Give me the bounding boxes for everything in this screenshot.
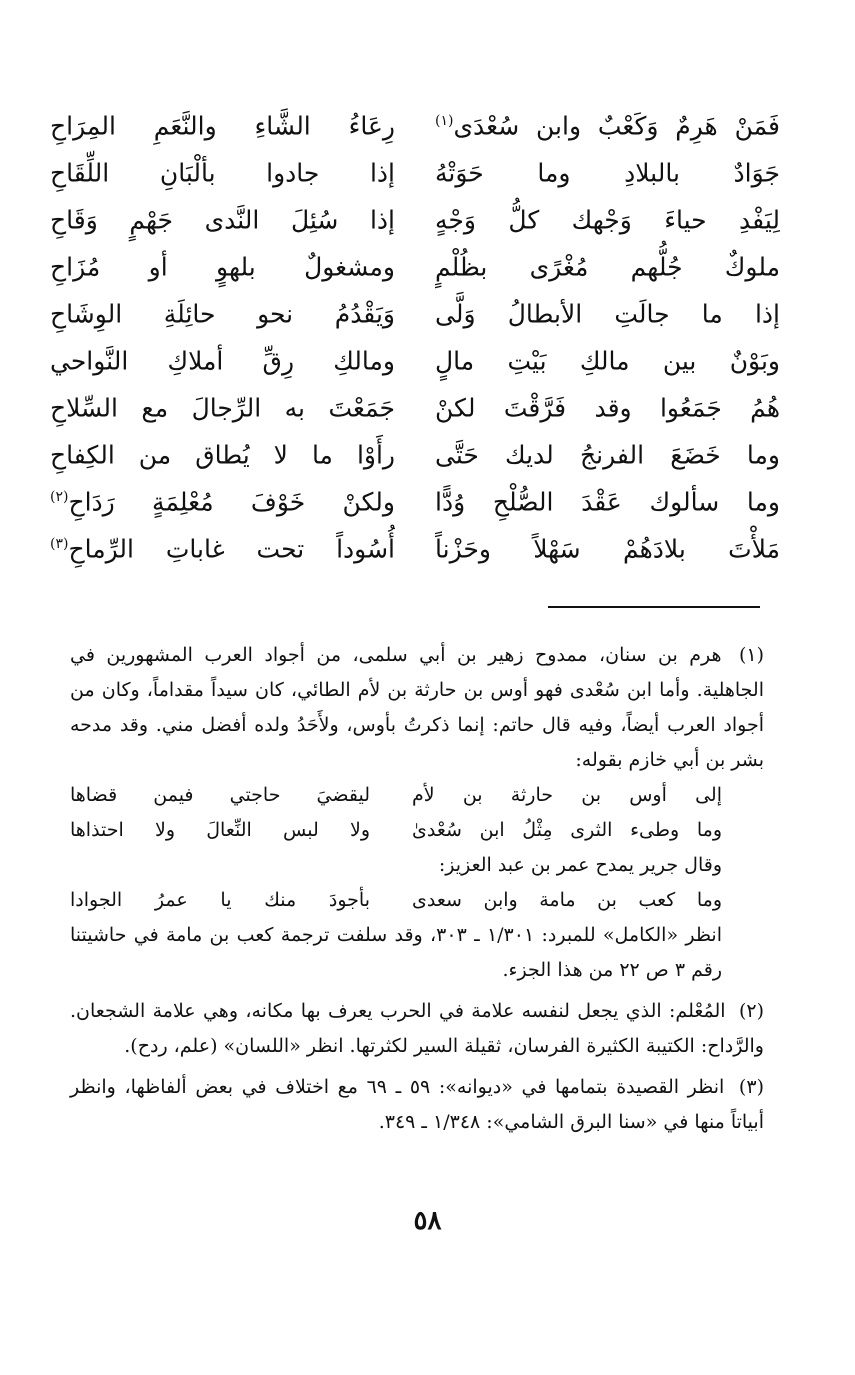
hemistich-right: لِيَفْدِ حياءَ وَجْهك كلُّ وَجْهٍ	[435, 205, 780, 235]
footnote-number: (٣)	[738, 1076, 764, 1098]
hemistich-left: إذا سُئِلَ النَّدى جَهْمٍ وَقَاحِ	[50, 205, 395, 235]
hemistich-right: وما خَضَعَ الفرنجُ لديك حَتَّى	[435, 440, 780, 470]
footnote-number: (٢)	[738, 1000, 764, 1022]
verse	[50, 241, 780, 288]
footnote-1	[70, 638, 764, 778]
hemistich-left: ليقضيَ حاجتي فيمن قضاها	[70, 784, 370, 806]
hemistich-right: إذا ما جالَتِ الأبطالُ وَلَّى	[435, 299, 780, 329]
verse	[50, 335, 780, 382]
hemistich-right: وبَوْنٌ بين مالكِ بَيْتِ مالٍ	[435, 346, 780, 376]
hemistich-right: مَلأْتَ بلادَهُمْ سَهْلاً وحَزْناً	[435, 534, 780, 564]
footnote-separator	[548, 606, 760, 608]
hemistich-right: وما سألوك عَقْدَ الصُّلْحِ وُدًّا	[435, 487, 780, 517]
footnote-3	[70, 1070, 764, 1140]
verse	[50, 194, 780, 241]
quoted-verse	[70, 778, 764, 813]
hemistich-right: جَوَادٌ بالبلادِ وما حَوَتْهُ	[435, 158, 780, 188]
hemistich-left: رِعَاءُ الشَّاءِ والنَّعَمِ المِرَاحِ	[50, 111, 395, 141]
verse	[50, 523, 780, 570]
hemistich-right: هُمُ جَمَعُوا وقد فَرَّقْتَ لكنْ	[435, 393, 780, 423]
verse	[50, 476, 780, 523]
footnote-text: وقال جرير يمدح عمر بن عبد العزيز:	[438, 854, 722, 876]
hemistich-right: إلى أوس بن حارثة بن لأم	[412, 784, 722, 806]
verse	[50, 288, 780, 335]
footnote-text: انظر القصيدة بتمامها في «ديوانه»: ٥٩ ـ ٦٩ مع اختلاف في بعض ألفاظها، وانظر أبياتاً منها في «سنا البرق الشامي»: ١/٣٤٨ ـ ٣٤٩.	[70, 1076, 764, 1133]
poem	[50, 100, 780, 570]
footnote-reference: انظر «الكامل» للمبرد: ١/٣٠١ ـ ٣٠٣، وقد سلفت ترجمة كعب بن مامة في حاشيتنا رقم ٣ ص ٢٢ من هذا الجزء.	[70, 924, 722, 981]
verse	[50, 382, 780, 429]
hemistich-right: ملوكٌ جُلُّهم مُغْرًى بظُلْمٍ	[435, 252, 780, 282]
hemistich-left: وَيَقْدُمُ نحو حائِلَةِ الوِشَاحِ	[50, 299, 395, 329]
hemistich-right: فَمَنْ هَرِمٌ وَكَعْبٌ وابن سُعْدَى$^{(١)}$	[435, 111, 780, 141]
hemistich-left: ومشغولٌ بلهوٍ أو مُزَاحِ	[50, 252, 395, 282]
quoted-verse	[70, 813, 764, 848]
footnote-text: هرم بن سنان، ممدوح زهير بن أبي سلمى، من أجواد العرب المشهورين في الجاهلية. وأما ابن سُعْدى فهو أوس بن حارثة بن لأم الطائي، كان سيداً مقداماً، وكان من أجواد العرب أيضاً، وفيه قال حاتم: إنما ذكرتُ بأوس، ولأَحَدُ ولده أفضل مني. وقد مدحه بشر بن أبي خازم بقوله:	[70, 644, 764, 771]
verse	[50, 429, 780, 476]
hemistich-right: وما وطىء الثرى مِثْلُ ابن سُعْدىٰ	[412, 819, 722, 841]
footnote-text: المُعْلم: الذي يجعل لنفسه علامة في الحرب يعرف بها مكانه، وهي علامة الشجعان. والرَّداح: الكتيبة الكثيرة الفرسان، ثقيلة السير لكثرتها. انظر «اللسان» (علم، ردح).	[70, 1000, 764, 1057]
verse	[50, 147, 780, 194]
hemistich-left: ومالكِ رِقِّ أملاكِ النَّواحي	[50, 346, 395, 376]
footnote-number: (١)	[738, 644, 764, 666]
footnote-2	[70, 994, 764, 1064]
quoted-verse	[70, 883, 764, 918]
hemistich-left: أُسُوداً تحت غاباتِ الرِّماحِ$^{(٣)}$	[50, 534, 395, 564]
hemistich-left: ولكنْ خَوْفَ مُعْلِمَةٍ رَدَاحِ$^{(٢)}$	[50, 487, 395, 517]
footnotes	[70, 638, 764, 1140]
hemistich-left: ولا لبس النِّعالَ ولا احتذاها	[70, 819, 370, 841]
page-number: ٥٨	[413, 1206, 442, 1236]
hemistich-right: وما كعب بن مامة وابن سعدى	[412, 889, 722, 911]
hemistich-left: جَمَعْتَ به الرِّجالَ مع السِّلاحِ	[50, 393, 395, 423]
hemistich-left: بأجودَ منك يا عمرُ الجوادا	[70, 889, 370, 911]
hemistich-left: إذا جادوا بألْبَانِ اللِّقَاحِ	[50, 158, 395, 188]
verse	[50, 100, 780, 147]
hemistich-left: رأَوْا ما لا يُطاق من الكِفاحِ	[50, 440, 395, 470]
